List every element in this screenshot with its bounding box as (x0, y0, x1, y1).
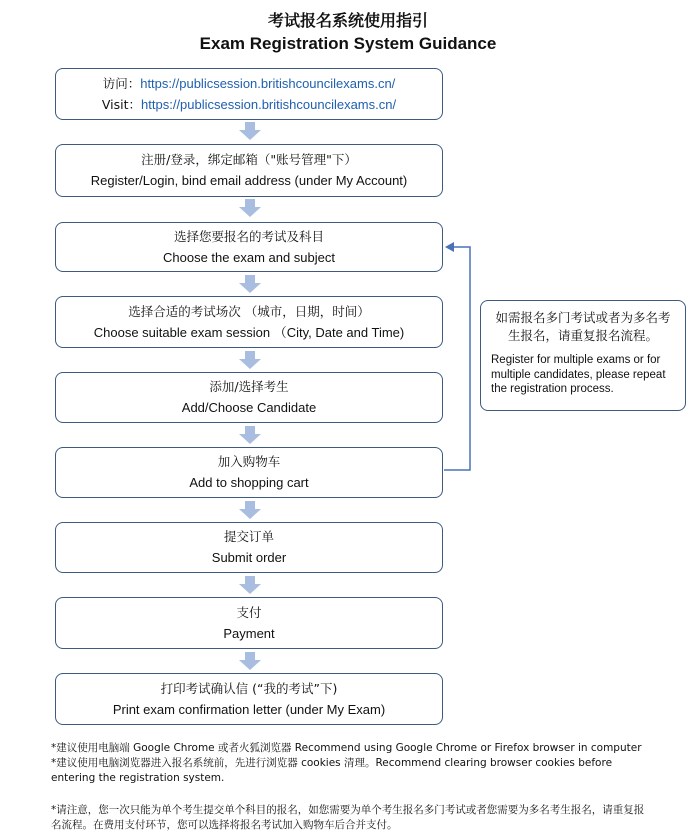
page-title-en: Exam Registration System Guidance (199, 34, 497, 53)
page-title-zh: 考试报名系统使用指引 (267, 11, 428, 30)
step-choose-session (55, 296, 443, 348)
step-print-zh: 打印考试确认信 (“我的考试”下) (160, 680, 338, 696)
repeat-note (480, 300, 686, 411)
step-submit-en: Submit order (211, 550, 287, 565)
note-single-candidate: *请注意，您一次只能为单个考生提交单个科目的报名，如您需要为单个考生报名多门考试或者您需要为多名考生报名，请重复报名流程。在费用支付环节，您可以选择将报名考试加入购物车后合并支付。 (51, 804, 645, 831)
repeat-note-zh: 如需报名多门考试或者为多名考生报名，请重复报名流程。 (495, 310, 671, 343)
visit-prefix-en: Visit： (101, 96, 142, 112)
down-arrow-icon (239, 501, 261, 519)
step-register (55, 144, 443, 197)
repeat-note-en: Register for multiple exams or for multiple candidates, please repeat the registration process. (491, 354, 666, 395)
arrow-left-icon (445, 242, 454, 252)
step-choose-session-zh: 选择合适的考试场次 （城市，日期，时间） (128, 303, 370, 319)
step-register-en: Register/Login, bind email address (under My Account) (90, 173, 408, 188)
visit-line-zh (103, 76, 396, 92)
down-arrow-icon (239, 426, 261, 444)
footer-notes-2 (51, 803, 651, 833)
visit-line-en (102, 97, 396, 113)
step-register-zh: 注册/登录，绑定邮箱（"账号管理"下） (141, 152, 357, 167)
step-payment-zh: 支付 (236, 604, 262, 620)
step-cart-en: Add to shopping cart (189, 475, 309, 490)
down-arrow-icon (239, 275, 261, 293)
visit-link-en[interactable]: https://publicsession.britishcouncilexams.cn/ (141, 96, 397, 112)
step-submit-zh: 提交订单 (223, 529, 274, 544)
step-submit (55, 522, 443, 573)
step-payment-en: Payment (223, 625, 275, 641)
step-choose-exam-en: Choose the exam and subject (163, 249, 335, 265)
step-choose-exam-zh: 选择您要报名的考试及科目 (173, 228, 324, 244)
step-candidate (55, 372, 443, 423)
note-cookies: *建议使用电脑浏览器进入报名系统前，先进行浏览器 cookies 清理。Recommend clearing browser cookies before entering the registration system. (51, 757, 613, 784)
step-visit (55, 68, 443, 120)
step-print (55, 673, 443, 725)
step-payment (55, 597, 443, 649)
down-arrow-icon (239, 652, 261, 670)
step-cart-zh: 加入购物车 (217, 454, 281, 469)
visit-prefix-zh: 访问： (102, 75, 141, 91)
step-choose-exam (55, 222, 443, 272)
note-browser: *建议使用电脑端 Google Chrome 或者火狐浏览器 Recommend using Google Chrome or Firefox browser in computer (51, 742, 642, 754)
visit-link-zh[interactable]: https://publicsession.britishcouncilexams.cn/ (140, 75, 396, 91)
down-arrow-icon (239, 122, 261, 140)
footer-notes (51, 741, 651, 786)
step-choose-session-en: Choose suitable exam session （City, Date and Time) (93, 324, 405, 340)
down-arrow-icon (239, 199, 261, 217)
step-cart (55, 447, 443, 498)
step-print-en: Print exam confirmation letter (under My Exam) (112, 701, 386, 717)
step-candidate-en: Add/Choose Candidate (181, 400, 317, 415)
down-arrow-icon (239, 351, 261, 369)
down-arrow-icon (239, 576, 261, 594)
step-candidate-zh: 添加/选择考生 (209, 379, 289, 394)
